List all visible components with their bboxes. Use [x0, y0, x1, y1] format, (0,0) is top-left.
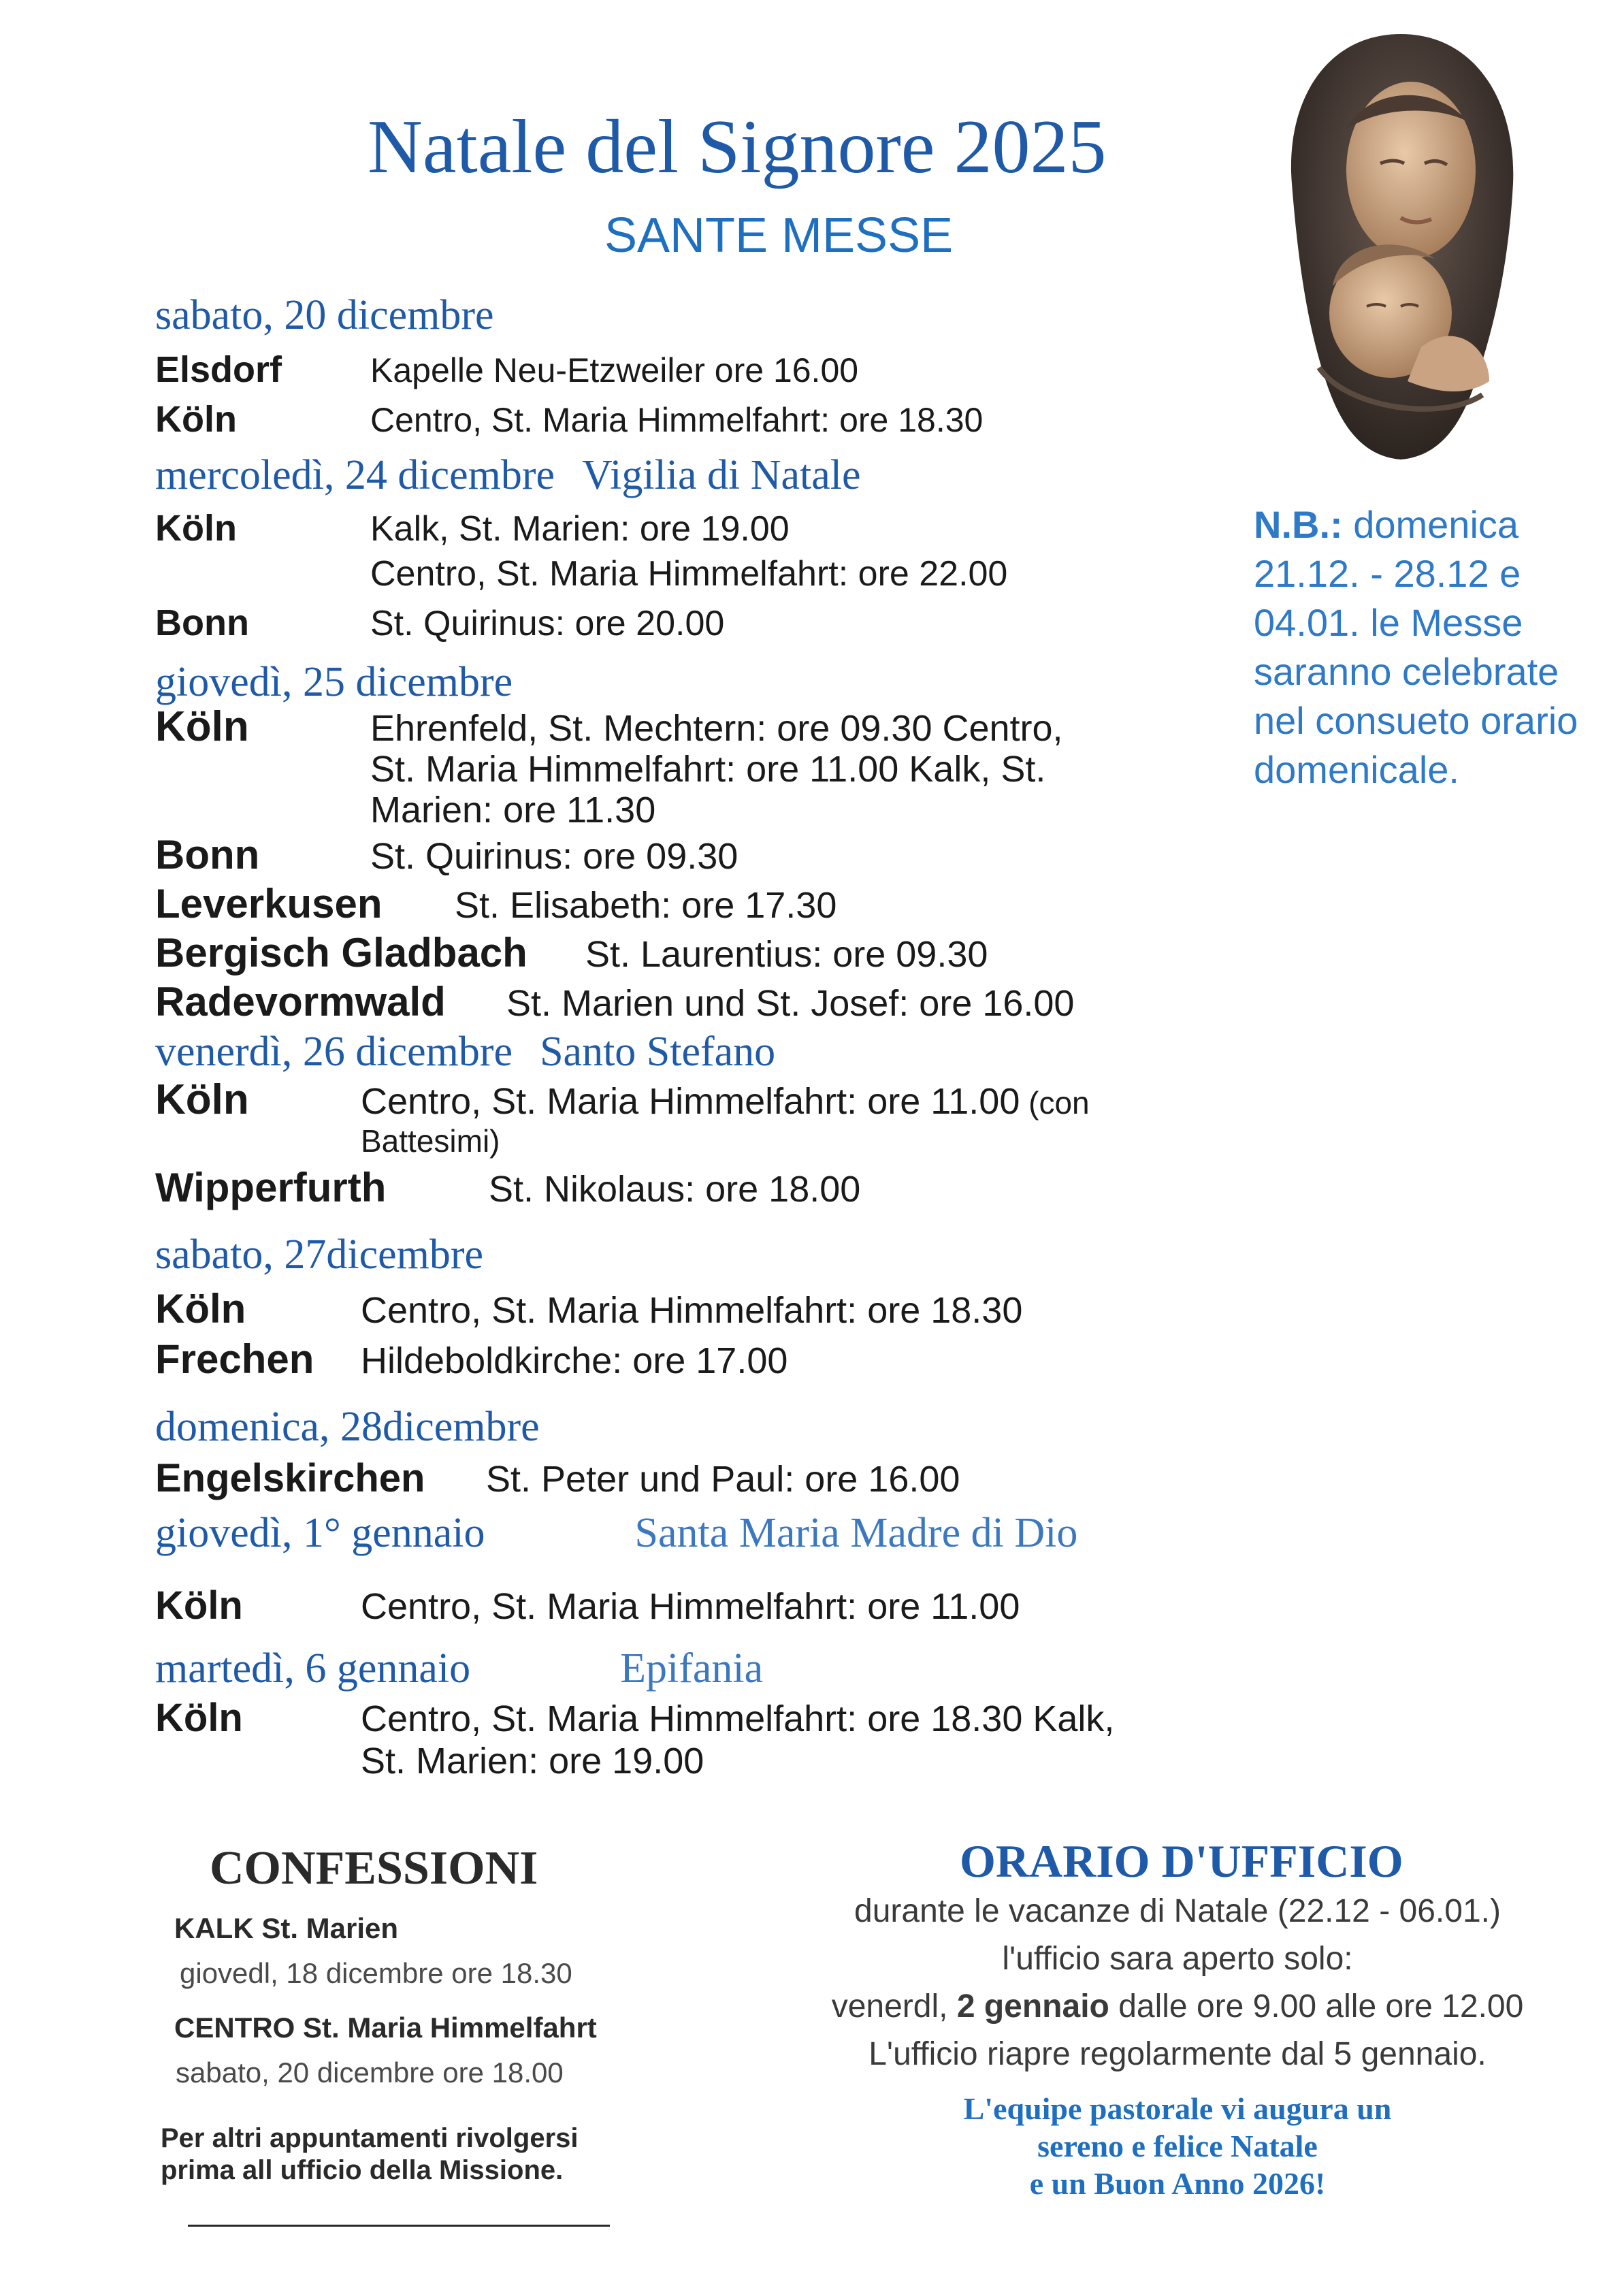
city-name: Radevormwald [155, 978, 446, 1025]
mass-details [361, 1698, 1217, 1782]
mass-time-line: Centro, St. Maria Himmelfahrt: ore 18.30 Kalk, [361, 1698, 1115, 1739]
mass-note: (con [1020, 1085, 1090, 1121]
mass-time-line: Kalk, St. Marien: ore 19.00 [370, 509, 790, 549]
mass-entry [155, 880, 1217, 926]
mass-time-line: St. Peter und Paul: ore 16.00 [486, 1459, 960, 1500]
city-name: Bonn [155, 831, 260, 877]
mass-time-line: Ehrenfeld, St. Mechtern: ore 09.30 Centro, [370, 707, 1063, 749]
day-feast: Santo Stefano [540, 1028, 776, 1075]
mass-schedule [155, 291, 1217, 1782]
mass-details [486, 1455, 1217, 1504]
mass-entry [155, 978, 1217, 1025]
city-name: Köln [155, 1076, 249, 1124]
mass-details [370, 708, 1217, 830]
day-heading [155, 1403, 1217, 1451]
mass-note: Battesimi) [361, 1123, 500, 1159]
day-heading [155, 1231, 1217, 1279]
ufficio-title: ORARIO D'UFFICIO [960, 1835, 1403, 1887]
nb-line: nel consueto orario [1254, 699, 1578, 742]
greeting-line: sereno e felice Natale [1037, 2129, 1318, 2164]
ufficio-date: 2 gennaio [956, 1988, 1109, 2025]
day-date: giovedì, 25 dicembre [155, 658, 513, 705]
day-date: giovedì, 1° gennaio [155, 1510, 485, 1557]
mass-details [370, 506, 1217, 596]
day-heading [155, 1645, 1217, 1693]
mass-time-line: Centro, St. Maria Himmelfahrt: ore 18.30 [370, 401, 984, 440]
mass-details [361, 1582, 1217, 1631]
city-name: Köln [155, 1286, 246, 1332]
mass-entry [155, 1454, 1217, 1504]
city-name: Frechen [155, 1336, 314, 1383]
day-date: venerdì, 26 dicembre [155, 1028, 513, 1075]
mass-details [370, 346, 1217, 395]
confessioni-place-centro: CENTRO St. Maria Himmelfahrt [174, 2012, 597, 2044]
city-name: Köln [155, 507, 237, 549]
madonna-child-relief-icon [1265, 27, 1537, 463]
mass-time-line: St. Quirinus: ore 20.00 [370, 603, 725, 643]
day-feast: Santa Maria Madre di Dio [634, 1510, 1078, 1557]
mass-time-line: St. Quirinus: ore 09.30 [370, 835, 738, 877]
mass-entry [155, 929, 1217, 975]
ufficio-day: venerdl, [831, 1988, 957, 2025]
mass-entry [155, 395, 1217, 445]
day-heading [155, 1509, 1217, 1558]
mass-time-line: St. Laurentius: ore 09.30 [585, 933, 988, 975]
day-heading [155, 658, 1217, 707]
mass-details [370, 601, 1217, 646]
mass-entry [155, 703, 1217, 830]
confessioni-time-kalk: giovedl, 18 dicembre ore 18.30 [180, 1957, 572, 1989]
day-date: domenica, 28dicembre [155, 1404, 540, 1451]
mass-entry [155, 1697, 1217, 1782]
mass-details [489, 1168, 1217, 1210]
mass-entry [155, 345, 1217, 395]
day-date: sabato, 20 dicembre [155, 292, 494, 338]
nb-line: saranno celebrate [1254, 650, 1559, 693]
mass-time-line: Centro, St. Maria Himmelfahrt: ore 22.00 [370, 553, 1008, 594]
mass-time-line: Centro, St. Maria Himmelfahrt: ore 18.30 [361, 1290, 1023, 1332]
ufficio-hours: dalle ore 9.00 alle ore 12.00 [1109, 1988, 1524, 2025]
day-heading [155, 291, 1217, 340]
greeting-line: e un Buon Anno 2026! [1029, 2166, 1326, 2202]
mass-time-line: St. Elisabeth: ore 17.30 [455, 884, 837, 926]
ufficio-line: durante le vacanze di Natale (22.12 - 06.01.) [854, 1893, 1501, 1929]
city-name: Leverkusen [155, 880, 383, 926]
mass-entry [155, 600, 1217, 646]
city-name: Köln [155, 703, 249, 750]
city-name: Köln [155, 1583, 243, 1628]
mass-time-line: St. Maria Himmelfahrt: ore 11.00 Kalk, St. [370, 748, 1046, 790]
day-feast: Epifania [620, 1645, 764, 1692]
mass-details [506, 983, 1217, 1024]
city-name: Köln [155, 399, 237, 440]
greeting [871, 2090, 1484, 2203]
mass-time-line: Hildeboldkirche: ore 17.00 [361, 1340, 788, 1382]
mass-details [455, 885, 1217, 926]
day-date: sabato, 27dicembre [155, 1231, 484, 1278]
mass-details [370, 396, 1217, 445]
city-name: Bergisch Gladbach [155, 929, 527, 975]
mass-time-line: St. Marien und St. Josef: ore 16.00 [506, 982, 1075, 1024]
city-name: Bonn [155, 602, 249, 643]
mass-time-line: Kapelle Neu-Etzweiler ore 16.00 [370, 351, 859, 390]
mass-details [585, 934, 1217, 975]
city-name: Elsdorf [155, 349, 282, 391]
city-name: Engelskirchen [155, 1456, 425, 1501]
page-title: Natale del Signore 2025 [368, 105, 1107, 189]
mass-entry [155, 1164, 1217, 1210]
confessioni-note [161, 2123, 623, 2187]
mass-time-line: Centro, St. Maria Himmelfahrt: ore 11.00 [361, 1585, 1020, 1627]
city-name: Köln [155, 1695, 243, 1740]
confessioni-time-centro: sabato, 20 dicembre ore 18.00 [176, 2057, 564, 2089]
day-date: martedì, 6 gennaio [155, 1645, 471, 1692]
nb-line: domenicale. [1254, 748, 1459, 791]
confessioni-title: CONFESSIONI [210, 1842, 538, 1894]
mass-details [361, 1286, 1217, 1335]
mass-time-line: St. Marien: ore 19.00 [361, 1740, 704, 1781]
day-heading [155, 1028, 1217, 1076]
mass-entry [155, 1285, 1217, 1335]
nb-line: domenica [1353, 503, 1519, 546]
confessioni-note-line: prima all ufficio della Missione. [161, 2155, 564, 2186]
mass-details [361, 1336, 1217, 1385]
ufficio-line: l'ufficio sara aperto solo: [1002, 1941, 1353, 1977]
day-heading [155, 451, 1217, 500]
day-date: mercoledì, 24 dicembre [155, 452, 555, 499]
mass-entry [155, 1076, 1217, 1159]
mass-entry [155, 831, 1217, 877]
ufficio-line: L'ufficio riapre regolarmente dal 5 gennaio. [868, 2036, 1487, 2072]
nb-label: N.B.: [1254, 503, 1343, 546]
mass-time-line: St. Nikolaus: ore 18.00 [489, 1168, 861, 1210]
ufficio-line-hours [776, 1990, 1579, 2023]
day-feast: Vigilia di Natale [582, 452, 861, 499]
mass-entry [155, 1335, 1217, 1385]
city-name: Wipperfurth [155, 1164, 387, 1210]
page-subtitle: SANTE MESSE [604, 208, 954, 263]
mass-time-line: Centro, St. Maria Himmelfahrt: ore 11.00 (con [361, 1081, 1090, 1123]
greeting-line: L'equipe pastorale vi augura un [963, 2091, 1392, 2126]
mass-details [361, 1080, 1217, 1159]
mass-details [370, 836, 1217, 877]
nb-line: 04.01. le Messe [1254, 601, 1523, 644]
confessioni-note-line: Per altri appuntamenti rivolgersi [161, 2123, 579, 2153]
signature-line [188, 2225, 610, 2227]
mass-time-line: Marien: ore 11.30 [370, 789, 656, 830]
mass-entry [155, 1581, 1217, 1631]
nb-line: 21.12. - 28.12 e [1254, 552, 1521, 595]
mass-entry [155, 506, 1217, 596]
confessioni-place-kalk: KALK St. Marien [174, 1912, 399, 1944]
nb-note [1254, 500, 1608, 794]
